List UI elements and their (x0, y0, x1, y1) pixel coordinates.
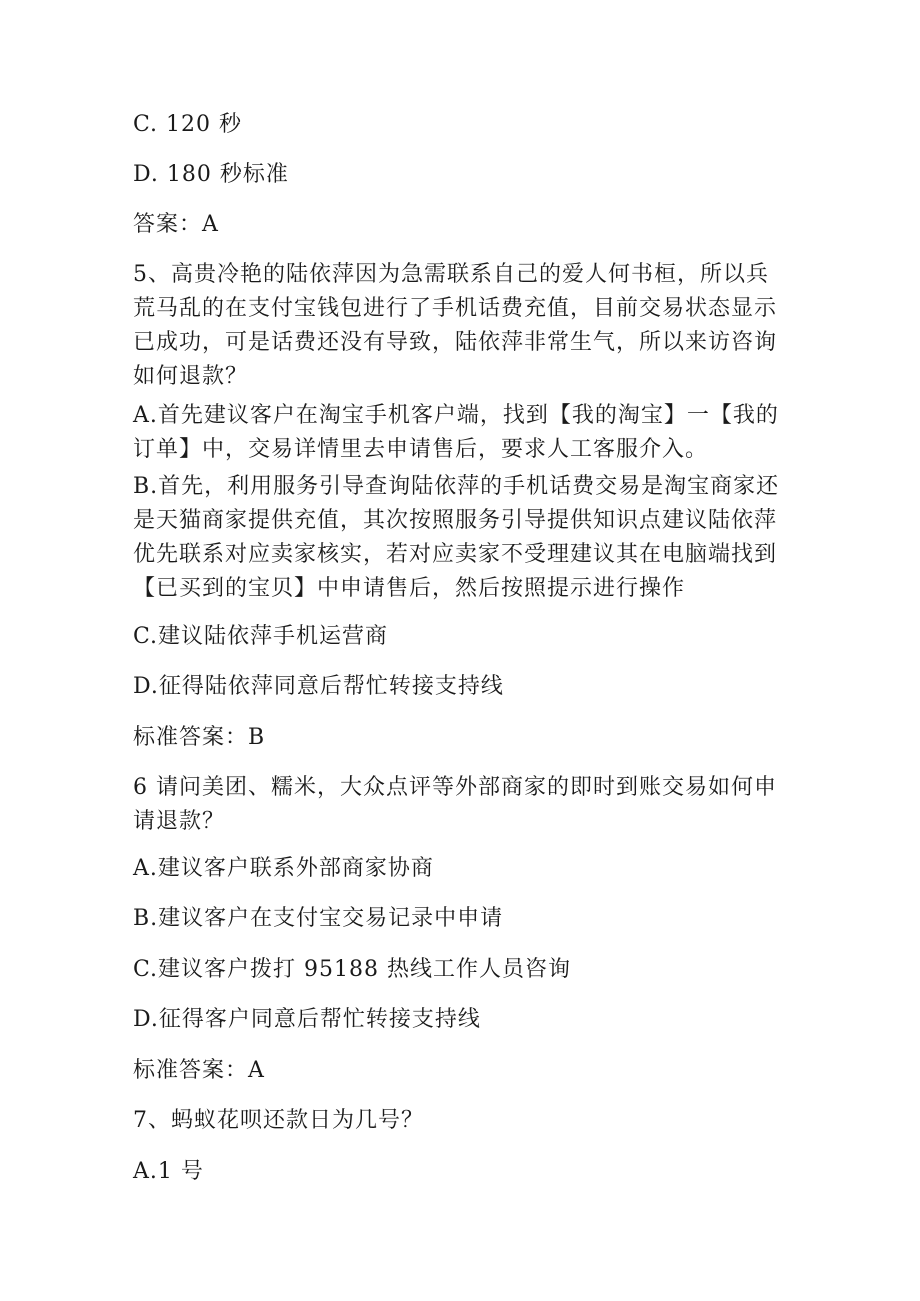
q5-option-a-line: 订单】中，交易详情里去申请售后，要求人工客服介入。 (133, 437, 709, 462)
q5-option-b-line: 【已买到的宝贝】中申请售后，然后按照提示进行操作 (133, 576, 686, 601)
q5-option-c: C.建议陆依萍手机运营商 (133, 624, 389, 649)
q5-question-line: 已成功，可是话费还没有导致，陆依萍非常生气，所以来访咨询 (133, 330, 778, 355)
q5-question-line: 5、高贵冷艳的陆依萍因为急需联系自己的爱人何书桓，所以兵 (133, 262, 769, 287)
q4-answer: 答案：A (133, 212, 219, 237)
q5-question-line: 荒马乱的在支付宝钱包进行了手机话费充值，目前交易状态显示 (133, 296, 778, 321)
q5-option-a (133, 399, 793, 467)
q5-option-b (133, 470, 793, 606)
q5-option-d: D.征得陆依萍同意后帮忙转接支持线 (133, 674, 504, 699)
q4-option-c: C. 120 秒 (133, 112, 243, 137)
q6-question (133, 771, 793, 839)
q7-question: 7、蚂蚁花呗还款日为几号？ (133, 1108, 424, 1133)
q6-answer: 标准答案：A (133, 1058, 265, 1083)
q5-option-b-line: B.首先，利用服务引导查询陆依萍的手机话费交易是淘宝商家还 (133, 474, 780, 499)
q7-option-a: A.1 号 (133, 1159, 204, 1184)
q5-question (133, 258, 793, 394)
q4-option-d: D. 180 秒标准 (133, 162, 289, 187)
q6-option-a: A.建议客户联系外部商家协商 (133, 856, 434, 881)
q6-question-line: 请退款？ (133, 809, 226, 834)
q5-option-b-line: 优先联系对应卖家核实，若对应卖家不受理建议其在电脑端找到 (133, 542, 778, 567)
q6-option-b: B.建议客户在支付宝交易记录中申请 (133, 906, 504, 931)
q5-option-b-line: 是天猫商家提供充值，其次按照服务引导提供知识点建议陆依萍 (133, 508, 778, 533)
q5-question-line: 如何退款？ (133, 364, 249, 389)
q6-option-d: D.征得客户同意后帮忙转接支持线 (133, 1007, 481, 1032)
q6-question-line: 6 请问美团、糯米，大众点评等外部商家的即时到账交易如何申 (133, 775, 777, 800)
q5-answer: 标准答案：B (133, 725, 266, 750)
q6-option-c: C.建议客户拨打 95188 热线工作人员咨询 (133, 957, 572, 982)
q5-option-a-line: A.首先建议客户在淘宝手机客户端，找到【我的淘宝】一【我的 (133, 403, 779, 428)
